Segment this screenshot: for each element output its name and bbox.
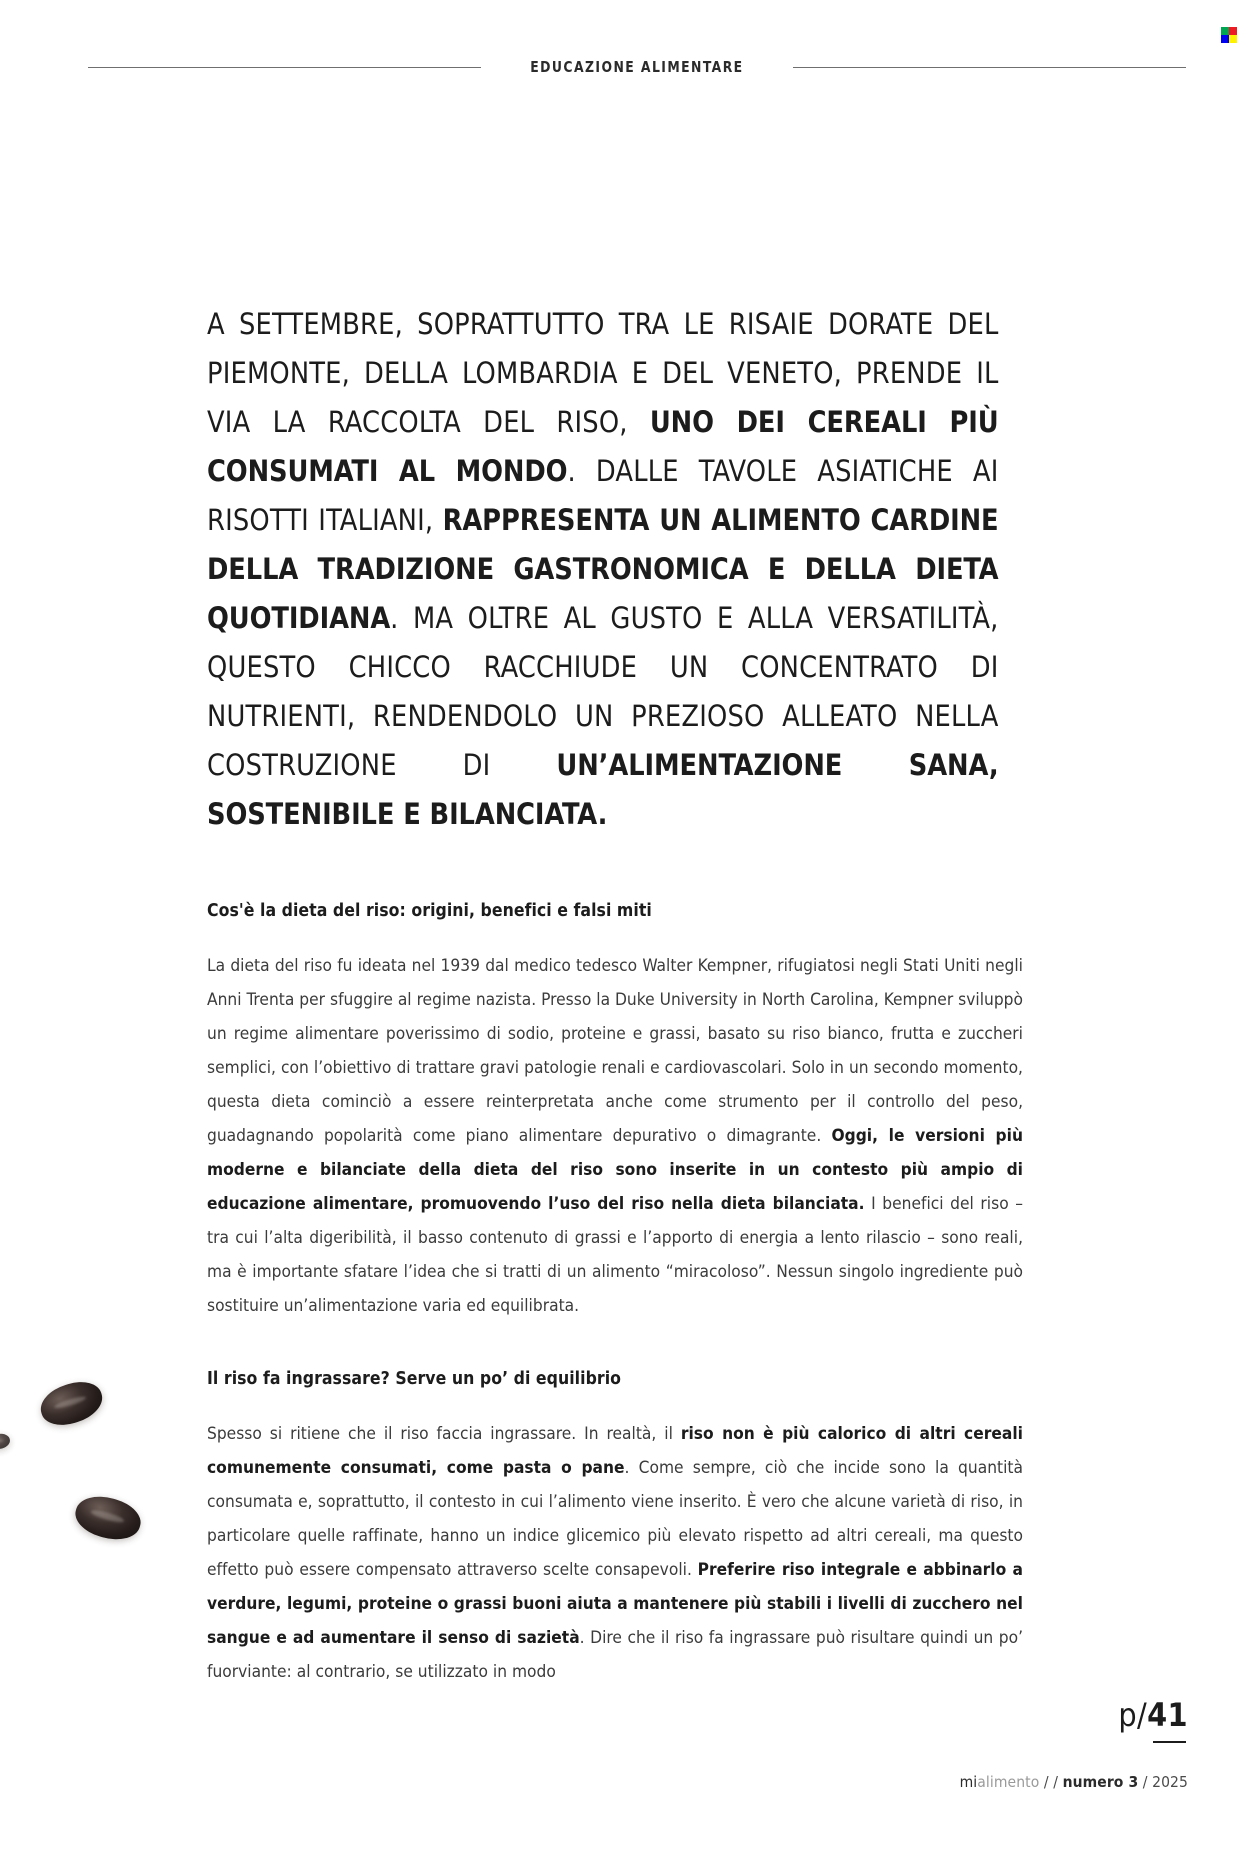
emphasis-run: RAPPRESENTA UN ALIMENTO CARDINE DELLA TRADIZIONE GASTRONOMICA E DELLA DIETA QUOTIDIANA [207,503,999,635]
issue-number: numero 3 [1062,1773,1139,1791]
registration-color-patch-icon [1221,27,1237,43]
emphasis-run: UNO DEI CEREALI PIÙ CONSUMATI AL MONDO [207,405,999,488]
emphasis-run: Oggi, le versioni più moderne e bilanciate della dieta del riso sono inserite in un contesto più ampio di educazione alimentare, promuovendo l’uso del riso nella dieta bilanciata. [207,1126,1023,1214]
page-number-prefix: p/ [1118,1696,1148,1734]
header-kicker: EDUCAZIONE ALIMENTARE [530,58,744,76]
text-run: . Come sempre, ciò che incide sono la quantità consumata e, soprattutto, il contesto in cui l’alimento viene inserito. È vero che alcune varietà di riso, in particolare quelle raffinate, hanno un indice glicemico più elevato rispetto ad altri cereali, ma questo effetto può essere compensato attraverso scelte consapevoli. [207,1458,1023,1580]
colophon [960,1773,1188,1791]
section-block [207,899,1023,1323]
text-run: A SETTEMBRE, SOPRATTUTTO TRA LE RISAIE DORATE DEL PIEMONTE, DELLA LOMBARDIA E DEL VENETO, PRENDE IL VIA LA RACCOLTA DEL RISO, [207,307,999,439]
section-paragraph [207,1417,1023,1689]
patch-swatch-red [1229,27,1237,35]
section-block [207,1367,1023,1689]
text-column [207,300,1023,1689]
folio [960,1698,1188,1791]
page-number [960,1698,1188,1732]
emphasis-run: Preferire riso integrale e abbinarlo a verdure, legumi, proteine o grassi buoni aiuta a mantenere più stabili i livelli di zucchero nel sangue e ad aumentare il senso di sazietà [207,1560,1023,1648]
rice-grain-decoration [0,1433,11,1451]
running-header [88,58,1186,76]
section-paragraph [207,949,1023,1323]
text-run: I benefici del riso – tra cui l’alta digeribilità, il basso contenuto di grassi e l’apporto di energia a lento rilascio – sono reali, ma è importante sfatare l’idea che si tratti di un alimento “miracoloso”. Nessun singolo ingrediente può sostituire un’alimentazione varia ed equilibrata. [207,1194,1023,1316]
patch-swatch-green [1221,27,1229,35]
emphasis-run: riso non è più calorico di altri cereali comunemente consumati, come pasta o pane [207,1424,1023,1478]
colophon-separator: / / [1039,1773,1063,1791]
page-number-value: 41 [1147,1696,1188,1734]
section-heading: Il riso fa ingrassare? Serve un po’ di equilibrio [207,1369,622,1389]
patch-swatch-blue [1221,35,1229,43]
brand-name-dark: mi [959,1773,978,1791]
issue-year: / 2025 [1138,1773,1188,1791]
emphasis-run: UN’ALIMENTAZIONE SANA, SOSTENIBILE E BILANCIATA. [207,748,999,831]
header-rule-left [88,67,481,68]
brand-name-light: alimento [977,1773,1040,1791]
rice-grain-decoration [36,1376,108,1432]
article-deck [207,300,999,839]
text-run: . Dire che il riso fa ingrassare può risultare quindi un po’ fuorviante: al contrario, se utilizzato in modo [207,1628,1023,1682]
rice-grain-decoration [71,1490,145,1547]
section-heading: Cos'è la dieta del riso: origini, benefici e falsi miti [207,901,652,921]
text-run: La dieta del riso fu ideata nel 1939 dal medico tedesco Walter Kempner, rifugiatosi negli Stati Uniti negli Anni Trenta per sfuggire al regime nazista. Presso la Duke University in North Carolina, Kempner sviluppò un regime alimentare poverissimo di sodio, proteine e grassi, basato su riso bianco, frutta e zuccheri semplici, con l’obiettivo di trattare gravi patologie renali e cardiovascolari. Solo in un secondo momento, questa dieta cominciò a essere reinterpretata anche come strumento per il controllo del peso, guadagnando popolarità come piano alimentare depurativo o dimagrante. [207,956,1023,1146]
patch-swatch-yellow [1229,35,1237,43]
header-rule-right [793,67,1186,68]
text-run: . MA OLTRE AL GUSTO E ALLA VERSATILITÀ, QUESTO CHICCO RACCHIUDE UN CONCENTRATO DI NUTRIENTI, RENDENDOLO UN PREZIOSO ALLEATO NELLA COSTRUZIONE DI [207,601,999,782]
text-run: Spesso si ritiene che il riso faccia ingrassare. In realtà, il [207,1424,681,1444]
folio-rule [1153,1741,1186,1743]
text-run: . DALLE TAVOLE ASIATICHE AI RISOTTI ITALIANI, [207,454,999,537]
